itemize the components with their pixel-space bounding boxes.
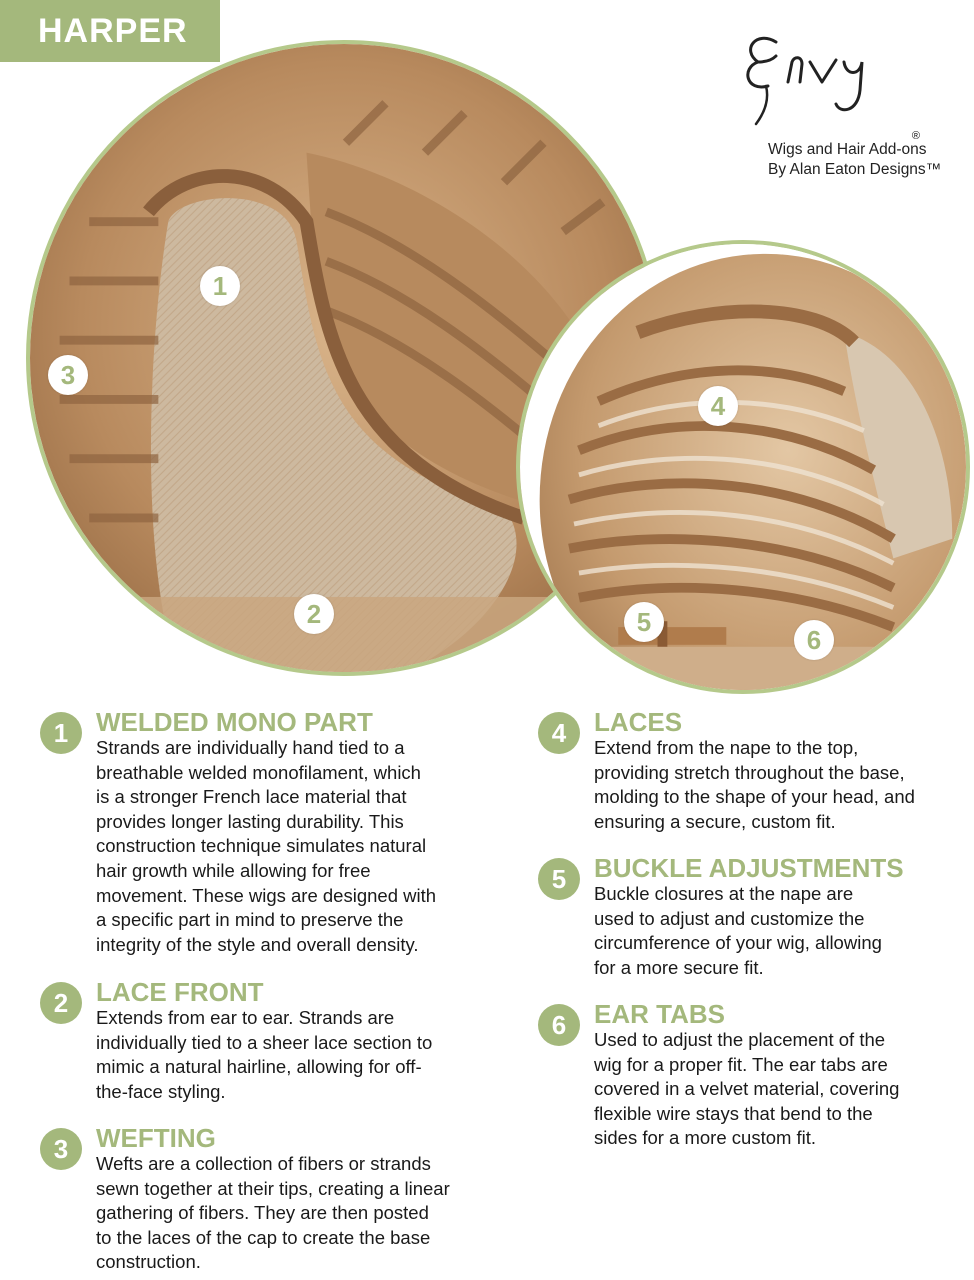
feature-description: Extend from the nape to the top, providing stretch throughout the base, molding to the shape of your head, and ensuring a secure, custom fit. [594,737,915,832]
feature-title: LACE FRONT [96,977,264,1007]
marker-2: 2 [294,594,334,634]
feature-welded-mono-part [40,708,436,957]
feature-wefting [40,1124,450,1275]
feature-title: EAR TABS [594,999,725,1029]
feature-buckle-adjustments [538,854,904,980]
brand-logo [716,20,946,180]
feature-number: 3 [40,1128,82,1170]
registered-mark: ® [911,130,920,142]
feature-description: Used to adjust the placement of the wig for a proper fit. The ear tabs are covered in a velvet material, covering flexible wire stays that bend to the sides for a more custom fit. [594,1029,900,1149]
feature-number: 1 [40,712,82,754]
feature-number: 5 [538,858,580,900]
marker-5: 5 [624,602,664,642]
marker-4: 4 [698,386,738,426]
wig-cap-back-photo [516,240,970,694]
brand-tagline-1: Wigs and Hair Add-ons [768,141,927,158]
feature-laces [538,708,915,834]
feature-number: 6 [538,1004,580,1046]
feature-title: BUCKLE ADJUSTMENTS [594,853,904,883]
feature-number: 2 [40,982,82,1024]
feature-title: LACES [594,707,683,737]
feature-title: WELDED MONO PART [96,707,373,737]
marker-6: 6 [794,620,834,660]
marker-1: 1 [200,266,240,306]
feature-description: Wefts are a collection of fibers or strands sewn together at their tips, creating a linear gathering of fibers. They are then posted to the laces of the cap to create the base construction. [96,1153,450,1273]
feature-lace-front [40,978,432,1104]
feature-ear-tabs [538,1000,899,1151]
feature-title: WEFTING [96,1123,216,1153]
brand-tagline-2: By Alan Eaton Designs™ [768,161,942,178]
product-name-tag: HARPER [0,0,220,62]
feature-number: 4 [538,712,580,754]
feature-description: Strands are individually hand tied to a breathable welded monofilament, which is a stronger French lace material that provides longer lasting durability. This construction technique simulates natural hair growth while allowing for free movement. These wigs are designed with a specific part in mind to preserve the integrity of the style and overall density. [96,737,437,955]
envy-script-logo [736,20,946,130]
marker-3: 3 [48,355,88,395]
feature-description: Extends from ear to ear. Strands are individually tied to a sheer lace section to mimic a natural hairline, allowing for off- the-face styling. [96,1007,433,1102]
feature-description: Buckle closures at the nape are used to adjust and customize the circumference of your wig, allowing for a more secure fit. [594,883,882,978]
